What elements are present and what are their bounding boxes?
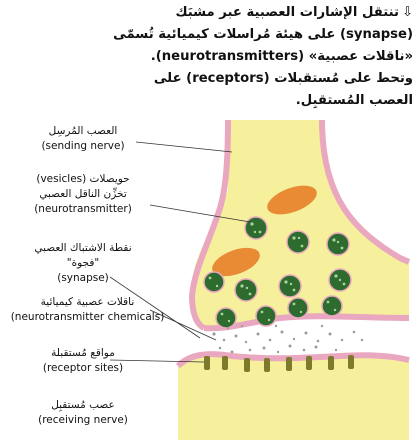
vesicle	[287, 231, 309, 253]
vesicle	[216, 308, 236, 328]
intro-line-1: تنتقل الإشارات العصبية عبر مشبَك	[175, 5, 399, 20]
vesicle	[322, 296, 342, 316]
label-synapse-ar2: "فجوة"	[66, 257, 100, 269]
neurotransmitter-chemicals	[212, 325, 363, 354]
label-synapse-ar1: نقطة الاشتباك العصبي	[34, 242, 132, 254]
receiving-nerve	[178, 354, 409, 440]
label-vesicles-ar2: تخزِّن الناقل العصبي	[39, 188, 127, 200]
label-receptor-sites-en: (receptor sites)	[42, 362, 124, 374]
label-receptor-sites	[8, 346, 158, 376]
label-sending-nerve	[8, 124, 158, 154]
arrow-down-icon: ⇩	[401, 5, 413, 20]
vesicle	[327, 233, 349, 255]
intro-line-2: (synapse) على هيئة مُراسلات كيميائية تُسمّى	[113, 27, 413, 42]
label-sending-nerve-en: (sending nerve)	[41, 140, 125, 152]
receptor-site	[306, 356, 312, 370]
receptor-site	[244, 358, 250, 372]
vesicle	[204, 272, 224, 292]
label-synapse	[8, 241, 158, 286]
label-vesicles-ar1: حويصلات (vesicles)	[36, 173, 130, 185]
intro-line-3: «ناقلات عصبية» (neurotransmitters).	[150, 49, 413, 64]
label-chemicals	[0, 295, 175, 325]
label-vesicles-en: (neurotransmitter)	[34, 203, 132, 215]
label-vesicles	[8, 172, 158, 217]
intro-line-4: وتحط على مُستقبلات (receptors) على	[153, 71, 413, 86]
vesicle	[235, 279, 257, 301]
vesicle	[288, 298, 308, 318]
intro-line-5: العصب المُستقبِل.	[295, 93, 413, 108]
receptor-site	[204, 356, 210, 370]
label-receptor-sites-ar: مواقع مُستقبلة	[51, 347, 115, 359]
label-receiving-nerve-ar: عصب مُستقبِل	[51, 399, 115, 411]
label-receiving-nerve-en: (receiving nerve)	[38, 414, 128, 426]
label-chemicals-ar: ناقلات عصبية كيميائية	[40, 296, 135, 308]
vesicle	[256, 306, 276, 326]
receptor-site	[328, 356, 334, 370]
receptor-site	[222, 356, 228, 370]
label-chemicals-en: (neurotransmitter chemicals)	[10, 311, 165, 323]
vesicle	[279, 275, 301, 297]
receptor-site	[264, 358, 270, 372]
receptor-site	[286, 357, 292, 371]
label-synapse-en: (synapse)	[57, 272, 109, 284]
receptor-site	[348, 355, 354, 369]
label-receiving-nerve	[8, 398, 158, 428]
label-sending-nerve-ar: العصب المُرسِل	[48, 125, 118, 137]
vesicle	[245, 217, 267, 239]
